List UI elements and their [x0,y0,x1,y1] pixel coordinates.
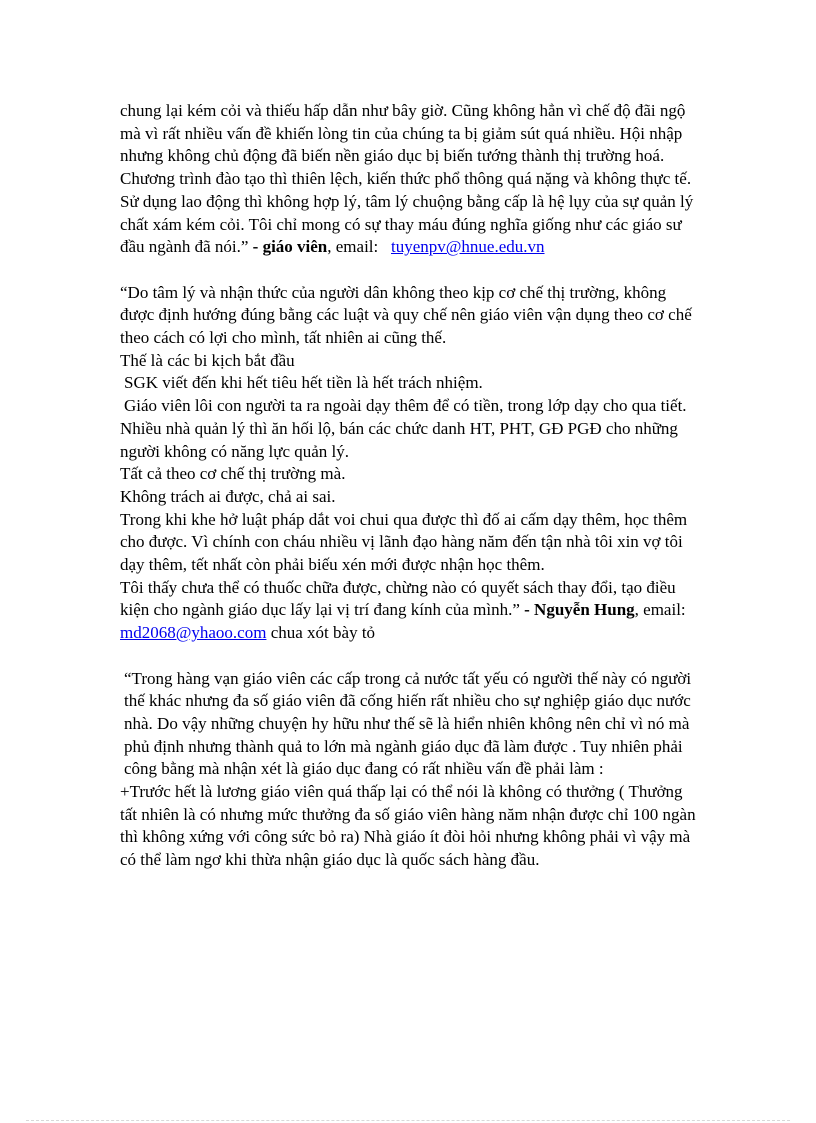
article-body [120,100,700,872]
comment-line: “Trong hàng vạn giáo viên các cấp trong cả nước tất yếu có người thế này có người thế khác nhưng đa số giáo viên đã cống hiến rất nhiều cho sự nghiệp giáo dục nước nhà. Do vậy những chuyện hy hữu như thế sẽ là hiển nhiên không nên chỉ vì nó mà phủ định nhưng thành quả to lớn mà ngành giáo dục đã làm được . Tuy nhiên phải công bằng mà nhận xét là giáo dục đang có rất nhiều vấn đề phải làm : [124,668,692,779]
email-label: , email: [634,600,686,620]
comment-suffix: chua xót bày tỏ [270,623,376,643]
comment-line: Nhiều nhà quản lý thì ăn hối lộ, bán các chức danh HT, PHT, GĐ PGĐ cho những người không có năng lực quản lý. [120,418,678,461]
comment-line: “Do tâm lý và nhận thức của người dân không theo kịp cơ chế thị trường, không được định hướng đúng bằng các luật và quy chế nên giáo viên vận dụng theo cơ chế theo cách có lợi cho mình, tất nhiên ai cũng thế. [120,282,692,348]
comment-line: Giáo viên lôi con người ta ra ngoài dạy thêm để có tiền, trong lớp dạy cho qua tiết. [124,396,687,416]
comment-line: Thế là các bi kịch bắt đầu [120,350,295,370]
comment-line: Trong khi khe hở luật pháp dắt voi chui qua được thì đố ai cấm dạy thêm, học thêm cho được. Vì chính con cháu nhiều vị lãnh đạo hàng năm đến tận nhà tôi xin vợ tôi dạy thêm, tết nhất còn phải biếu xén mới được nhận học thêm. [120,509,688,575]
comment-text: Tôi thấy chưa thể có thuốc chữa được, chừng nào có quyết sách thay đổi, tạo điều kiện cho ngành giáo dục lấy lại vị trí đang kính của mình.” [120,577,676,620]
email-label: , email: [327,237,379,257]
email-link[interactable]: md2068@yhaoo.com [120,623,267,643]
comment-line: Không trách ai được, chả ai sai. [120,486,336,506]
comment-author: - giáo viên [252,237,328,257]
paragraph-gap [120,259,700,282]
comment-line: Tất cả theo cơ chế thị trường mà. [120,464,346,484]
page-bottom-rule [26,1120,790,1121]
comment-line: SGK viết đến khi hết tiêu hết tiền là hết trách nhiệm. [124,373,483,393]
comment-line: +Trước hết là lương giáo viên quá thấp lại có thể nói là không có thưởng ( Thưởng tất nhiên là có nhưng mức thưởng đa số giáo viên hàng năm nhận được chỉ 100 ngàn thì không xứng với công sức bỏ ra) Nhà giáo ít đòi hỏi nhưng không phải vì vậy mà có thể làm ngơ khi thừa nhận giáo dục là quốc sách hàng đầu. [120,782,696,870]
paragraph-teacher-comment [120,100,700,259]
comment-author: - Nguyễn Hung [524,600,635,620]
comment-text: chung lại kém cỏi và thiếu hấp dẫn như bây giờ. Cũng không hẳn vì chế độ đãi ngộ mà vì rất nhiều vấn đề khiến lòng tin của chúng ta bị giảm sút quá nhiều. Hội nhập nhưng không chủ động đã biến nền giáo dục bị biến tướng thành thị trường hoá. Chương trình đào tạo thì thiên lệch, kiến thức phổ thông quá nặng và không thực tế. Sử dụng lao động thì không hợp lý, tâm lý chuộng bằng cấp là hệ lụy của sự quản lý chất xám kém cỏi. Tôi chỉ mong có sự thay máu đúng nghĩa giống như các giáo sư đầu ngành đã nói.” [120,101,694,257]
paragraph-third-comment [120,668,700,872]
comment-line-with-signature [120,577,700,645]
paragraph-gap [120,645,700,668]
paragraph-nguyen-hung-comment [120,282,700,645]
email-link[interactable]: tuyenpv@hnue.edu.vn [391,237,545,257]
